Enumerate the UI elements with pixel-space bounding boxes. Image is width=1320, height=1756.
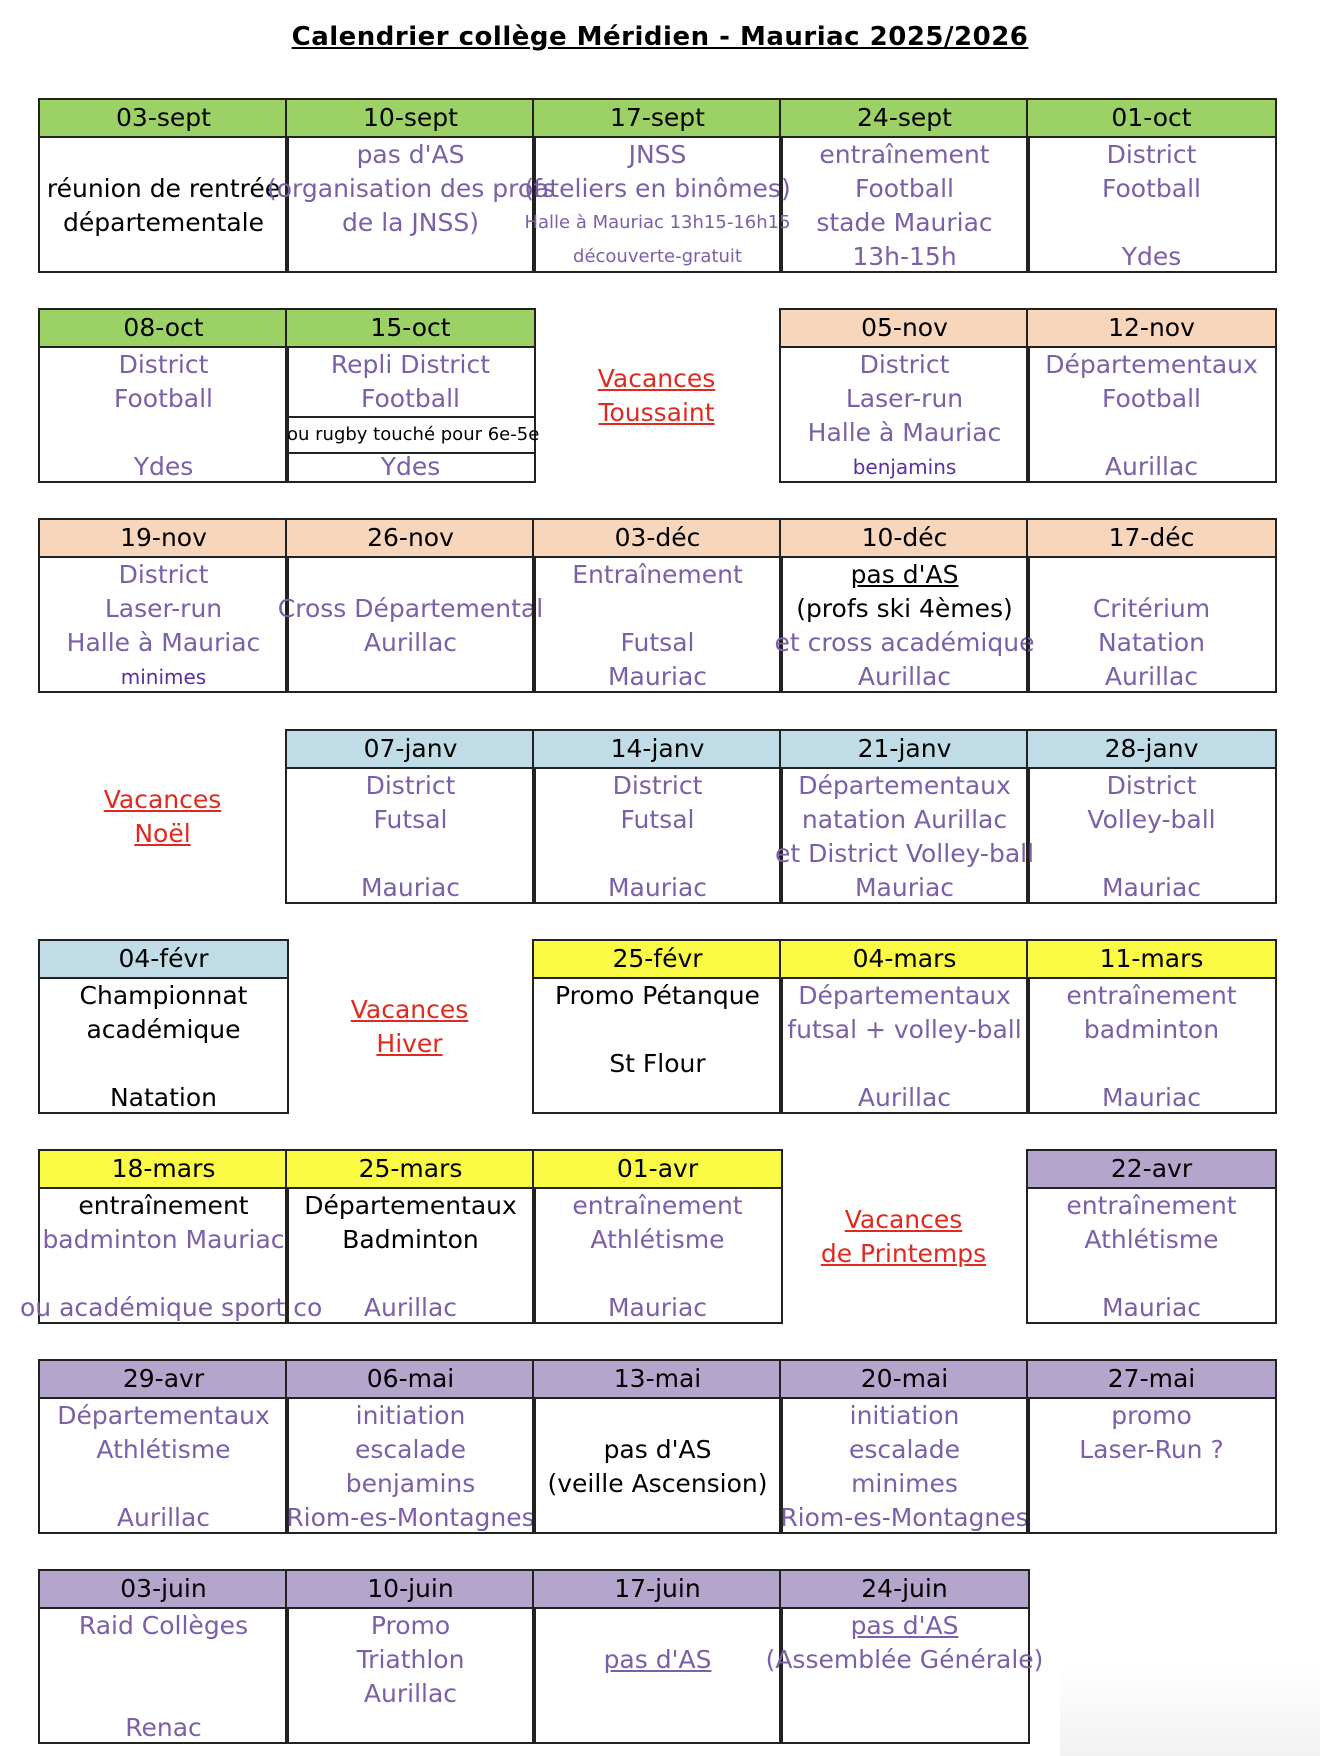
cell-line: Badminton bbox=[342, 1225, 479, 1254]
cell-line: JNSS bbox=[628, 140, 687, 169]
date-header: 04-mars bbox=[781, 941, 1028, 979]
cell-line: Athlétisme bbox=[96, 1435, 231, 1464]
date-header: 05-nov bbox=[781, 310, 1028, 348]
cell-line: Cross Départemental bbox=[277, 594, 544, 623]
cell-line: benjamins bbox=[345, 1469, 476, 1498]
cell-body bbox=[534, 558, 781, 694]
cell-line: District bbox=[859, 350, 950, 379]
cell-line: Mauriac bbox=[854, 873, 955, 902]
date-header: 25-mars bbox=[287, 1151, 534, 1189]
date-header: 03-sept bbox=[40, 100, 287, 138]
page-title: Calendrier collège Méridien - Mauriac 2025/2026 bbox=[291, 22, 1029, 52]
cell-body bbox=[40, 558, 287, 694]
date-header: 10-juin bbox=[287, 1571, 534, 1609]
cell-line: Triathlon bbox=[356, 1645, 465, 1674]
date-header: 17-juin bbox=[534, 1571, 781, 1609]
cell-body bbox=[1028, 558, 1275, 694]
cell-line: minimes bbox=[851, 1469, 958, 1498]
cell-line: Aurillac bbox=[1104, 662, 1199, 691]
cell-body bbox=[1028, 769, 1275, 905]
cell-line: Départementaux bbox=[798, 771, 1011, 800]
cell-line: (ateliers en binômes) bbox=[524, 174, 791, 203]
cell-line: et District Volley-ball bbox=[774, 839, 1035, 868]
cell-line: Aurillac bbox=[857, 662, 952, 691]
cell-body bbox=[534, 1399, 781, 1535]
date-header: 14-janv bbox=[534, 731, 781, 769]
calendar-cell bbox=[532, 1569, 783, 1744]
cell-line: Départementaux bbox=[57, 1401, 270, 1430]
cell-line: minimes bbox=[120, 665, 207, 689]
cell-line: District bbox=[118, 350, 209, 379]
cell-line: Halle à Mauriac bbox=[66, 628, 261, 657]
cell-line: ou rugby touché pour 6e-5e bbox=[287, 416, 534, 454]
cell-body bbox=[781, 979, 1028, 1115]
calendar-cell bbox=[20, 1149, 323, 1324]
cell-body bbox=[40, 1609, 287, 1745]
cell-line: stade Mauriac bbox=[816, 208, 993, 237]
cell-line: Football bbox=[855, 174, 954, 203]
cell-body bbox=[1028, 1399, 1275, 1535]
date-header: 15-oct bbox=[287, 310, 534, 348]
calendar-cell bbox=[779, 1359, 1030, 1534]
cell-line: Championnat bbox=[79, 981, 248, 1010]
date-header: 24-juin bbox=[781, 1571, 1028, 1609]
cell-line: entraînement bbox=[572, 1191, 743, 1220]
cell-line: Raid Collèges bbox=[78, 1611, 249, 1640]
calendar-cell bbox=[38, 1359, 289, 1534]
calendar-cell bbox=[532, 1359, 783, 1534]
cell-body bbox=[287, 348, 540, 484]
cell-line: pas d'AS bbox=[603, 1645, 712, 1674]
cell-line: (Assemblée Générale) bbox=[765, 1645, 1044, 1674]
calendar-cell bbox=[532, 518, 783, 693]
cell-line: Aurillac bbox=[363, 1679, 458, 1708]
cell-line: promo bbox=[1111, 1401, 1192, 1430]
cell-line: Mauriac bbox=[607, 1293, 708, 1322]
date-header: 29-avr bbox=[40, 1361, 287, 1399]
cell-line: académique bbox=[86, 1015, 241, 1044]
date-header: 01-avr bbox=[534, 1151, 781, 1189]
calendar-cell bbox=[285, 1359, 536, 1534]
calendar-cell bbox=[532, 729, 783, 904]
cell-line: Mauriac bbox=[607, 873, 708, 902]
vacances-label bbox=[285, 993, 534, 1061]
cell-line: entraînement bbox=[1066, 981, 1237, 1010]
cell-line: District bbox=[365, 771, 456, 800]
cell-body bbox=[267, 138, 555, 274]
cell-body bbox=[20, 1189, 323, 1325]
calendar-cell bbox=[285, 1569, 536, 1744]
cell-line: Futsal bbox=[373, 805, 448, 834]
page-shadow bbox=[1060, 1666, 1320, 1756]
vacances-line: Vacances bbox=[597, 364, 716, 393]
cell-line: Renac bbox=[125, 1713, 202, 1742]
cell-body bbox=[40, 979, 287, 1115]
cell-line: escalade bbox=[849, 1435, 960, 1464]
cell-line: Football bbox=[114, 384, 213, 413]
calendar-cell bbox=[267, 98, 555, 273]
cell-line: natation Aurillac bbox=[801, 805, 1008, 834]
cell-body bbox=[1028, 138, 1275, 274]
cell-line: District bbox=[612, 771, 703, 800]
calendar-cell bbox=[38, 98, 289, 273]
calendar-cell bbox=[1026, 729, 1277, 904]
date-header: 17-sept bbox=[534, 100, 781, 138]
cell-line: futsal + volley-ball bbox=[787, 1015, 1022, 1044]
cell-line: entraînement bbox=[78, 1191, 249, 1220]
vacances-line: de Printemps bbox=[820, 1239, 987, 1268]
cell-line: découverte-gratuit bbox=[573, 246, 742, 267]
date-header: 26-nov bbox=[287, 520, 534, 558]
cell-line: initiation bbox=[849, 1401, 960, 1430]
cell-body bbox=[534, 979, 781, 1115]
cell-line: Départementaux bbox=[798, 981, 1011, 1010]
calendar-cell bbox=[1026, 1359, 1277, 1534]
calendar-cell bbox=[38, 1569, 289, 1744]
calendar-cell bbox=[532, 939, 783, 1114]
cell-line: Repli District bbox=[330, 350, 491, 379]
cell-body bbox=[277, 558, 544, 694]
calendar-cell bbox=[38, 308, 289, 483]
cell-body bbox=[774, 558, 1035, 694]
cell-line: Aurillac bbox=[116, 1503, 211, 1532]
cell-body bbox=[781, 138, 1028, 274]
cell-body bbox=[1028, 979, 1275, 1115]
calendar-cell bbox=[1026, 98, 1277, 273]
calendar-cell bbox=[779, 98, 1030, 273]
date-header: 06-mai bbox=[287, 1361, 534, 1399]
calendar-cell bbox=[524, 98, 791, 273]
vacances-label bbox=[532, 362, 781, 430]
cell-line: (veille Ascension) bbox=[547, 1469, 768, 1498]
date-header: 13-mai bbox=[534, 1361, 781, 1399]
cell-line: District bbox=[1106, 140, 1197, 169]
cell-line: Mauriac bbox=[1101, 873, 1202, 902]
cell-line: Mauriac bbox=[1101, 1293, 1202, 1322]
cell-line: pas d'AS bbox=[603, 1435, 712, 1464]
cell-line: Football bbox=[361, 384, 460, 413]
cell-body bbox=[287, 1189, 534, 1325]
date-header: 20-mai bbox=[781, 1361, 1028, 1399]
cell-line: Départementaux bbox=[1045, 350, 1258, 379]
calendar-cell bbox=[774, 518, 1035, 693]
date-header: 01-oct bbox=[1028, 100, 1275, 138]
date-header: 27-mai bbox=[1028, 1361, 1275, 1399]
cell-line: pas d'AS bbox=[850, 560, 959, 589]
cell-line: Laser-run bbox=[845, 384, 964, 413]
cell-body bbox=[287, 1399, 534, 1535]
cell-line: de la JNSS) bbox=[342, 208, 479, 237]
cell-body bbox=[40, 138, 287, 274]
cell-line: Départementaux bbox=[304, 1191, 517, 1220]
calendar-cell bbox=[765, 1569, 1044, 1744]
cell-body bbox=[524, 138, 791, 274]
calendar-cell bbox=[285, 308, 540, 483]
date-header: 25-févr bbox=[534, 941, 781, 979]
cell-line: pas d'AS bbox=[850, 1611, 959, 1640]
cell-line: District bbox=[1106, 771, 1197, 800]
cell-line: Futsal bbox=[620, 628, 695, 657]
calendar-cell bbox=[1026, 308, 1277, 483]
calendar-cell bbox=[779, 939, 1030, 1114]
cell-line: St Flour bbox=[609, 1049, 706, 1078]
calendar-cell bbox=[1026, 1149, 1277, 1324]
vacances-line: Noël bbox=[134, 819, 191, 848]
cell-line: Aurillac bbox=[1104, 452, 1199, 481]
cell-line: badminton bbox=[1083, 1015, 1220, 1044]
cell-line: escalade bbox=[355, 1435, 466, 1464]
calendar-cell bbox=[774, 729, 1035, 904]
cell-line: initiation bbox=[355, 1401, 466, 1430]
date-header: 03-déc bbox=[534, 520, 781, 558]
cell-line: Mauriac bbox=[1101, 1083, 1202, 1112]
cell-line: Promo bbox=[370, 1611, 451, 1640]
cell-line: Laser-run bbox=[104, 594, 223, 623]
cell-line: Halle à Mauriac bbox=[807, 418, 1002, 447]
vacances-line: Vacances bbox=[350, 995, 469, 1024]
cell-line: (profs ski 4èmes) bbox=[796, 594, 1013, 623]
cell-line: Football bbox=[1102, 384, 1201, 413]
cell-line: Athlétisme bbox=[590, 1225, 725, 1254]
cell-line: Aurillac bbox=[363, 1293, 458, 1322]
cell-body bbox=[1028, 1189, 1275, 1325]
calendar-cell bbox=[532, 1149, 783, 1324]
cell-body bbox=[774, 769, 1035, 905]
date-header: 12-nov bbox=[1028, 310, 1275, 348]
vacances-line: Vacances bbox=[844, 1205, 963, 1234]
date-header: 07-janv bbox=[287, 731, 534, 769]
cell-line: Natation bbox=[109, 1083, 218, 1112]
cell-line: Critérium bbox=[1092, 594, 1211, 623]
cell-body bbox=[40, 348, 287, 484]
calendar-cell bbox=[277, 518, 544, 693]
cell-line: Entraînement bbox=[572, 560, 743, 589]
cell-body bbox=[781, 1399, 1028, 1535]
cell-line: Laser-Run ? bbox=[1079, 1435, 1224, 1464]
calendar-cell bbox=[285, 729, 536, 904]
cell-line: Riom-es-Montagnes bbox=[780, 1503, 1029, 1532]
cell-line: Mauriac bbox=[607, 662, 708, 691]
cell-line: Natation bbox=[1097, 628, 1206, 657]
cell-line: Athlétisme bbox=[1084, 1225, 1219, 1254]
vacances-label bbox=[779, 1203, 1028, 1271]
date-header: 17-déc bbox=[1028, 520, 1275, 558]
calendar-cell bbox=[38, 939, 289, 1114]
cell-body bbox=[534, 1189, 781, 1325]
cell-line: Ydes bbox=[380, 452, 441, 481]
cell-line: 13h-15h bbox=[852, 242, 957, 271]
calendar-cell bbox=[38, 518, 289, 693]
cell-line: badminton Mauriac bbox=[42, 1225, 285, 1254]
calendar-cell bbox=[1026, 939, 1277, 1114]
calendar-cell bbox=[779, 308, 1030, 483]
date-header: 08-oct bbox=[40, 310, 287, 348]
calendar-cell bbox=[1026, 518, 1277, 693]
date-header: 03-juin bbox=[40, 1571, 287, 1609]
date-header: 18-mars bbox=[40, 1151, 287, 1189]
cell-line: benjamins bbox=[852, 455, 957, 479]
date-header: 10-sept bbox=[287, 100, 534, 138]
cell-body bbox=[534, 1609, 781, 1745]
cell-line: ou académique sport co bbox=[20, 1293, 323, 1322]
cell-body bbox=[534, 769, 781, 905]
date-header: 19-nov bbox=[40, 520, 287, 558]
vacances-line: Toussaint bbox=[598, 398, 715, 427]
cell-line: et cross académique bbox=[774, 628, 1035, 657]
cell-body bbox=[287, 1609, 534, 1745]
cell-body bbox=[1028, 348, 1275, 484]
cell-body bbox=[40, 1399, 287, 1535]
cell-line: entraînement bbox=[819, 140, 990, 169]
cell-line: Riom-es-Montagnes bbox=[286, 1503, 535, 1532]
cell-line: Promo Pétanque bbox=[555, 981, 760, 1010]
cell-line: (organisation des profs bbox=[267, 174, 555, 203]
date-header: 10-déc bbox=[781, 520, 1028, 558]
cell-body bbox=[287, 769, 534, 905]
date-header: 28-janv bbox=[1028, 731, 1275, 769]
cell-line: départementale bbox=[63, 208, 264, 237]
cell-line: pas d'AS bbox=[356, 140, 465, 169]
cell-line: Football bbox=[1102, 174, 1201, 203]
cell-body bbox=[781, 348, 1028, 484]
vacances-label bbox=[38, 783, 287, 851]
cell-line: Halle à Mauriac 13h15-16h15 bbox=[524, 212, 791, 233]
cell-line: Ydes bbox=[1121, 242, 1182, 271]
cell-line: entraînement bbox=[1066, 1191, 1237, 1220]
cell-line: Volley-ball bbox=[1087, 805, 1216, 834]
vacances-line: Vacances bbox=[103, 785, 222, 814]
calendar-cell bbox=[285, 1149, 536, 1324]
cell-line: Mauriac bbox=[360, 873, 461, 902]
date-header: 22-avr bbox=[1028, 1151, 1275, 1189]
cell-line: Ydes bbox=[133, 452, 194, 481]
cell-line: réunion de rentrée bbox=[46, 174, 281, 203]
cell-body bbox=[765, 1609, 1044, 1745]
cell-line: Futsal bbox=[620, 805, 695, 834]
vacances-line: Hiver bbox=[376, 1029, 443, 1058]
date-header: 04-févr bbox=[40, 941, 287, 979]
date-header: 24-sept bbox=[781, 100, 1028, 138]
cell-line: District bbox=[118, 560, 209, 589]
cell-line: Aurillac bbox=[857, 1083, 952, 1112]
date-header: 11-mars bbox=[1028, 941, 1275, 979]
date-header: 21-janv bbox=[781, 731, 1028, 769]
cell-line: Aurillac bbox=[363, 628, 458, 657]
